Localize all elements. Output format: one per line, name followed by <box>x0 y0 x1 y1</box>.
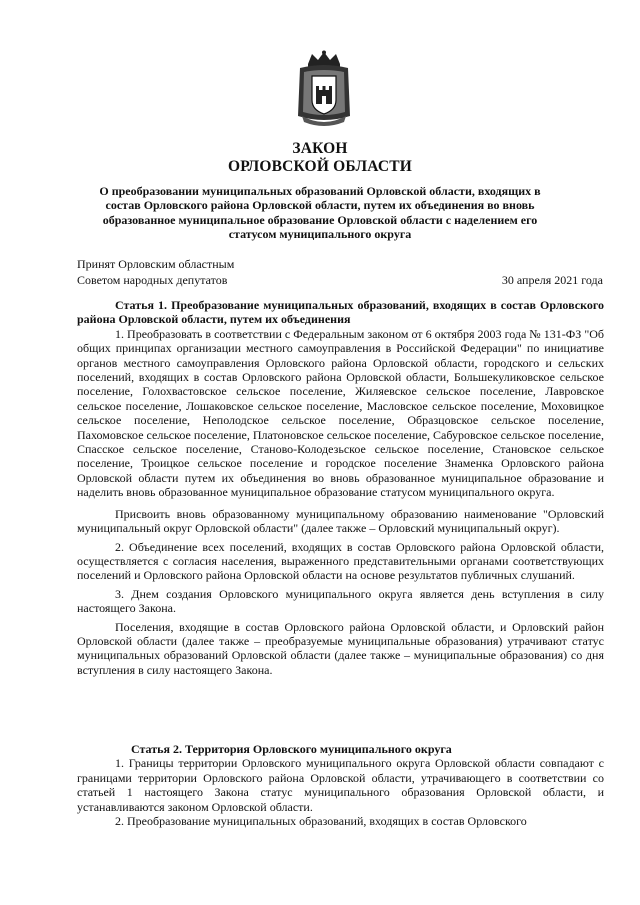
coat-of-arms-icon <box>294 50 354 128</box>
adoption-date: 30 апреля 2021 года <box>501 273 603 287</box>
article-1-paragraph-1: 1. Преобразовать в соответствии с Федеральным законом от 6 октября 2003 года № 131-ФЗ "Об общих принципах организации местного самоуправления в Российской Федерации" по инициативе органов местного самоуправления Орловского района Орловской области, городского и сельских поселений, входящих в состав Орловского района Орловской области, Большекуликовское сельское поселение, Голохвастовское сельское поселение, Жиляевское сельское поселение, Лавровское сельское поселение, Лошаковское сельское поселение, Масловское сельское поселение, Моховицкое сельское поселение, Неполодское сельское поселение, Образцовское сельское поселение, Пахомовское сельское поселение, Платоновское сельское поселение, Сабуровское сельское поселение, Спасское сельское поселение, Станово-Колодезьское сельское поселение, Становское сельское поселение, Троицкое сельское поселение и городское поселение Знаменка Орловского района Орловской области путем их объединения во вновь образованное муниципальное образование и наделить вновь образованное муниципальное образование статусом муниципального округа. <box>77 326 604 500</box>
law-subtitle: О преобразовании муниципальных образований Орловской области, входящих в состав Орловского района Орловской области, путем их объединения во вновь образованное муниципальное образование Орловской области с наделением его статусом муниципального округа <box>99 184 541 242</box>
article-2-paragraph-1: 1. Границы территории Орловского муниципального округа Орловской области совпадают с границами территории Орловского района Орловской области, утрачивающего в соответствии со статьей 1 настоящего Закона статус муниципального образования Орловской области, и устанавливаются законом Орловской области. <box>77 756 604 814</box>
law-title: ЗАКОН <box>292 140 348 157</box>
article-1-paragraph-2: Присвоить вновь образованному муниципальному образованию наименование "Орловский муниципальный округ Орловской области" (далее также – Орловский муниципальный округ). <box>77 506 604 536</box>
article-1-paragraph-3: 2. Объединение всех поселений, входящих в состав Орловского района Орловской области, осуществляется с согласия населения, выраженного представительными органами соответствующих поселений и Орловского района Орловской области на основе результатов публичных слушаний. <box>77 539 604 583</box>
article-1 <box>77 298 604 677</box>
adoption-line-2: Советом народных депутатов <box>77 273 228 287</box>
article-1-heading: Статья 1. Преобразование муниципальных образований, входящих в состав Орловского района Орловской области, путем их объединения <box>77 298 604 327</box>
article-2 <box>77 742 604 828</box>
region-title: ОРЛОВСКОЙ ОБЛАСТИ <box>227 158 413 175</box>
article-1-paragraph-4: 3. Днем создания Орловского муниципального округа является день вступления в силу настоящего Закона. <box>77 586 604 616</box>
article-2-paragraph-2: 2. Преобразование муниципальных образований, входящих в состав Орловского <box>115 814 527 829</box>
article-1-paragraph-5: Поселения, входящие в состав Орловского района Орловской области, и Орловский район Орловской области (далее также – преобразуемые муниципальные образования) утрачивают статус муниципальных образований Орловской области (далее также – муниципальные образования) со дня вступления в силу настоящего Закона. <box>77 619 604 677</box>
adoption-block <box>77 256 234 288</box>
article-2-heading: Статья 2. Территория Орловского муниципального округа <box>131 742 452 756</box>
adoption-line-1: Принят Орловским областным <box>77 257 235 271</box>
